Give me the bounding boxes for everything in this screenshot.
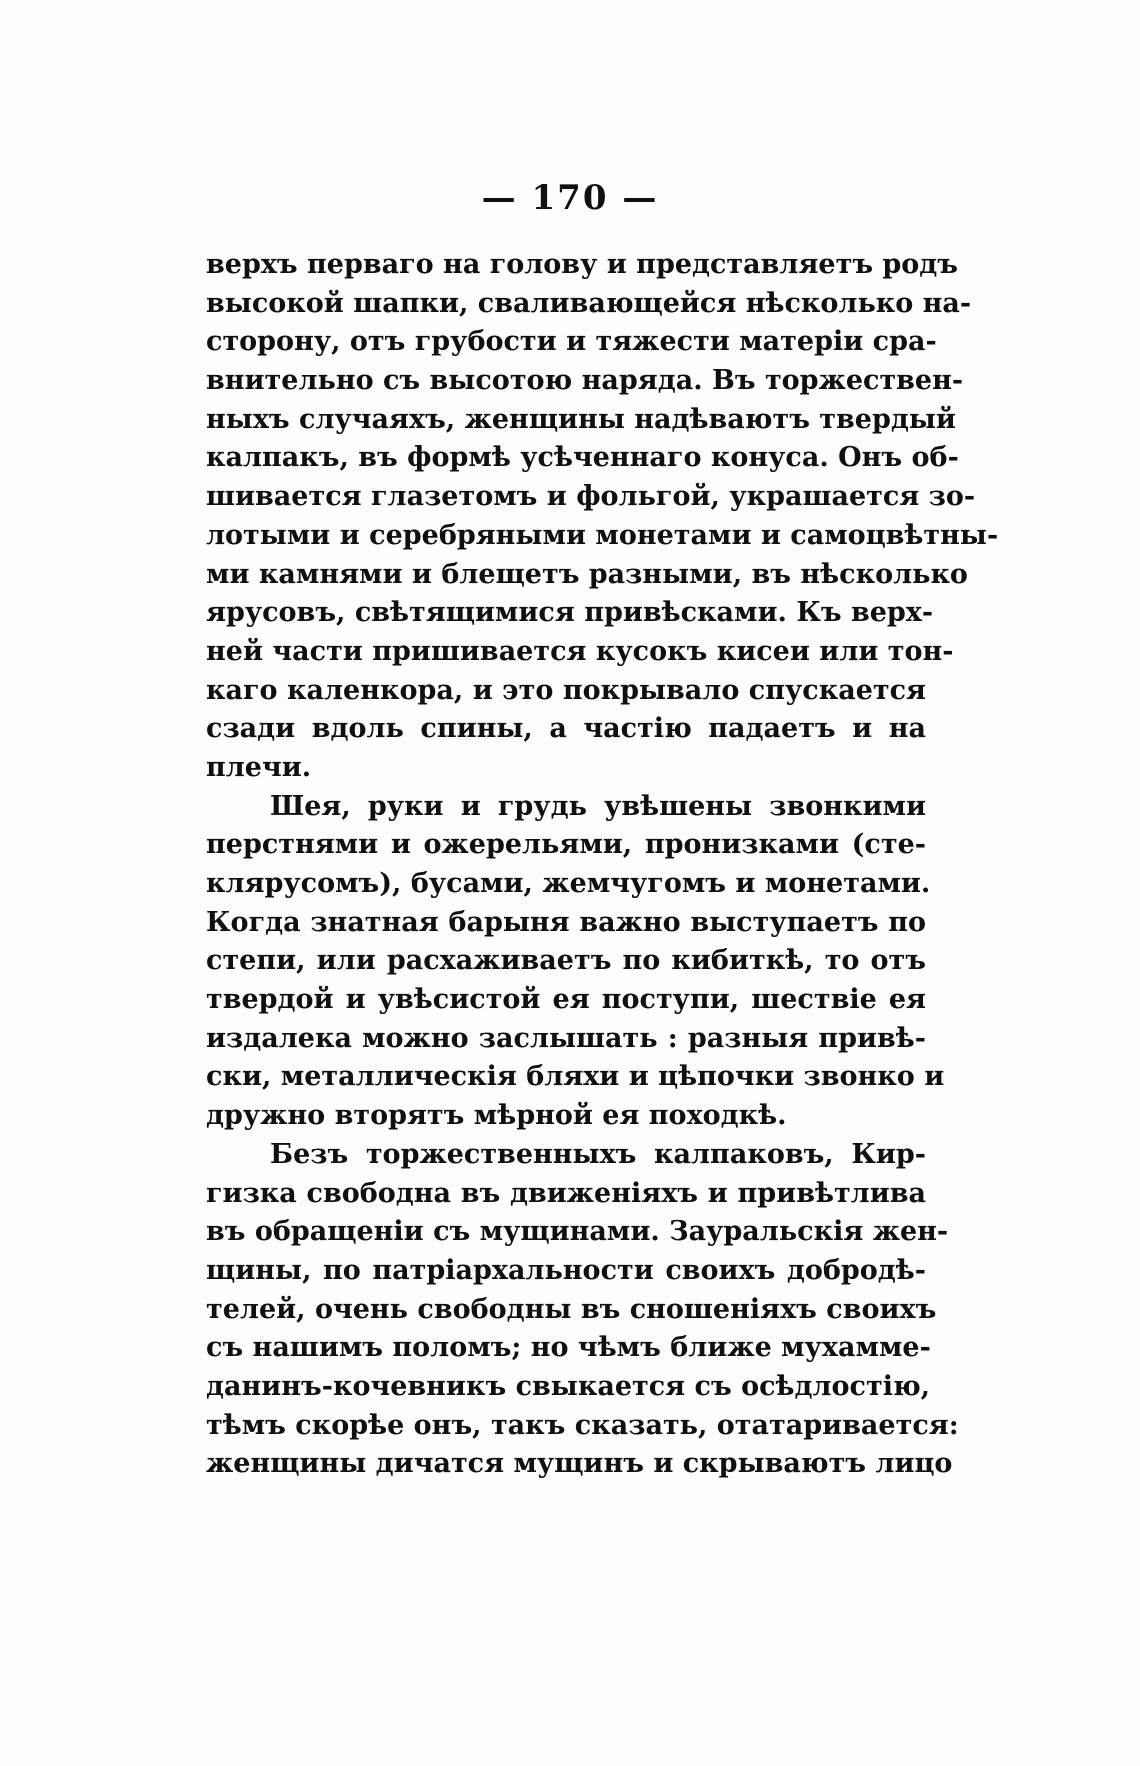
text-line: ныхъ случаяхъ, женщины надѣваютъ твердый	[206, 403, 956, 435]
text-line: степи, или расхаживаетъ по кибиткѣ, то отъ	[206, 945, 926, 977]
page-body-text	[206, 246, 999, 1484]
text-line: тѣмъ скорѣе онъ, такъ сказать, отатаривается:	[206, 1409, 959, 1441]
text-line: дружно вторятъ мѣрной ея походкѣ.	[206, 1100, 787, 1132]
text-line: клярусомъ), бусами, жемчугомъ и монетами.	[206, 868, 931, 899]
text-line: калпакъ, въ формѣ усѣченнаго конуса. Онъ об-	[206, 442, 959, 474]
text-line: лотыми и серебряными монетами и самоцвѣтны-	[206, 519, 999, 551]
text-line: данинъ-кочевникъ свыкается съ осѣдлостію,	[206, 1370, 931, 1402]
text-line: плечи.	[206, 751, 312, 783]
text-line: каго каленкора, и это покрывало спускается	[206, 674, 926, 706]
text-line: ми камнями и блещетъ разными, въ нѣсколько	[206, 558, 968, 590]
text-line: твердой и увѣсистой ея поступи, шествіе ея	[206, 984, 926, 1016]
text-line: ярусовъ, свѣтящимися привѣсками. Къ верх-	[206, 597, 934, 629]
text-line: ски, металлическія бляхи и цѣпочки звонко и	[206, 1061, 945, 1093]
text-line: Когда знатная барыня важно выступаетъ по	[206, 906, 926, 938]
text-line: съ нашимъ поломъ; но чѣмъ ближе мухамме-	[206, 1332, 931, 1364]
text-line: высокой шапки, сваливающейся нѣсколько на-	[206, 287, 972, 319]
text-line: женщины дичатся мущинъ и скрываютъ лицо	[206, 1448, 953, 1480]
text-line: сторону, отъ грубости и тяжести матеріи сра-	[206, 326, 937, 358]
page-number: — 170 —	[481, 178, 659, 218]
text-line: сзади вдоль спины, а частію падаетъ и на	[206, 713, 926, 745]
text-line: въ обращеніи съ мущинами. Зауральскія жен-	[206, 1216, 949, 1248]
text-line: издалека можно заслышать : разныя привѣ-	[206, 1022, 926, 1054]
text-line: шивается глазетомъ и фольгой, украшается зо-	[206, 481, 976, 513]
text-line: ней части пришивается кусокъ кисеи или тон-	[206, 635, 954, 667]
text-line: щины, по патріархальности своихъ добродѣ-	[206, 1254, 926, 1286]
text-line: перстнями и ожерельями, пронизками (сте-	[206, 829, 926, 861]
text-line: Шея, руки и грудь увѣшены звонкими	[270, 790, 926, 822]
text-line: гизка свободна въ движеніяхъ и привѣтлива	[206, 1177, 926, 1209]
text-line: внительно съ высотою наряда. Въ торжествен-	[206, 365, 964, 397]
text-line: верхъ перваго на голову и представляетъ родъ	[206, 249, 959, 280]
text-line: телей, очень свободны въ сношеніяхъ своихъ	[206, 1293, 937, 1325]
text-line: Безъ торжественныхъ калпаковъ, Кир-	[270, 1138, 926, 1170]
